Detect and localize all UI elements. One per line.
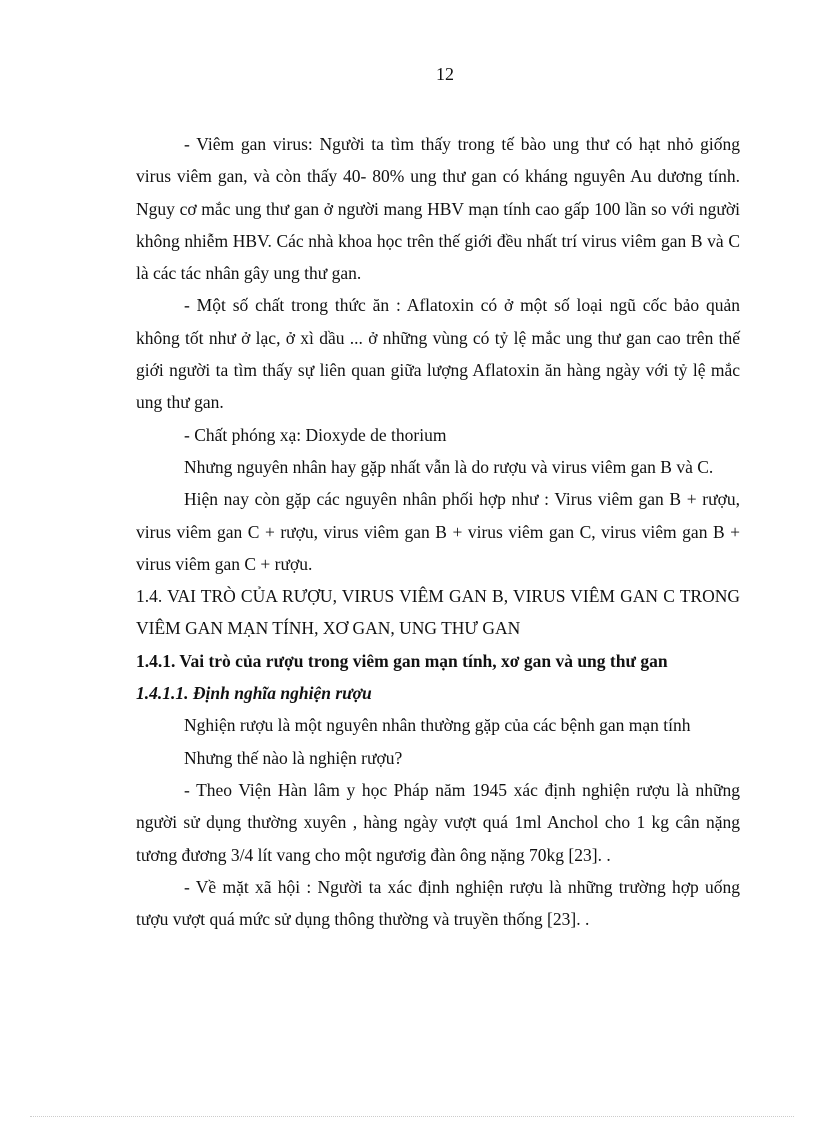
paragraph-question: Nhưng thế nào là nghiện rượu? [184, 747, 403, 768]
paragraph-combined-causes: Hiện nay còn gặp các nguyên nhân phối hợp như : Virus viêm gan B + rượu, virus viêm gan C + rượu, virus viêm gan B + virus viêm gan C, virus viêm gan B + virus viêm gan C + rượu. [136, 489, 740, 574]
paragraph-social-definition: - Về mặt xã hội : Người ta xác định nghiện rượu là những trường hợp uống tượu vượt quá mức sử dụng thông thường và truyền thống [23]. . [136, 876, 740, 930]
section-heading: 1.4. VAI TRÒ CỦA RƯỢU, VIRUS VIÊM GAN B, VIRUS VIÊM GAN C TRONG VIÊM GAN MẠN TÍNH, XƠ GAN, UNG THƯ GAN [136, 586, 740, 639]
subsection-heading: 1.4.1. Vai trò của rượu trong viêm gan mạn tính, xơ gan và ung thư gan [136, 650, 668, 671]
page-body [136, 128, 740, 935]
paragraph-radioactive: - Chất phóng xạ: Dioxyde de thorium [184, 424, 447, 445]
paragraph-alcoholism-cause: Nghiện rượu là một nguyên nhân thường gặp của các bệnh gan mạn tính [184, 715, 691, 736]
subsubsection-heading: 1.4.1.1. Định nghĩa nghiện rượu [136, 683, 372, 704]
page-bottom-divider [30, 1116, 794, 1117]
page-number: 12 [436, 64, 454, 84]
paragraph-main-causes: Nhưng nguyên nhân hay gặp nhất vẫn là do rượu và virus viêm gan B và C. [184, 456, 714, 477]
paragraph-hepatitis-virus: - Viêm gan virus: Người ta tìm thấy trong tế bào ung thư có hạt nhỏ giống virus viêm gan, và còn thấy 40- 80% ung thư gan có kháng nguyên Au dương tính. Nguy cơ mắc ung thư gan ở người mang HBV mạn tính cao gấp 100 lần so với người không nhiễm HBV. Các nhà khoa học trên thế giới đều nhất trí virus viêm gan B và C là các tác nhân gây ung thư gan. [136, 134, 740, 284]
paragraph-academy-definition: - Theo Viện Hàn lâm y học Pháp năm 1945 xác định nghiện rượu là những người sử dụng thường xuyên , hàng ngày vượt quá 1ml Anchol cho 1 kg cân nặng tương đương 3/4 lít vang cho một ngươig đàn ông nặng 70kg [23]. . [136, 779, 740, 865]
paragraph-food-substances: - Một số chất trong thức ăn : Aflatoxin có ở một số loại ngũ cốc bảo quản không tốt như ở lạc, ở xì dầu ... ở những vùng có tỷ lệ mắc ung thư gan cao trên thế giới người ta tìm thấy sự liên quan giữa lượng Aflatoxin ăn hàng ngày với tỷ lệ mắc ung thư gan. [136, 295, 740, 413]
